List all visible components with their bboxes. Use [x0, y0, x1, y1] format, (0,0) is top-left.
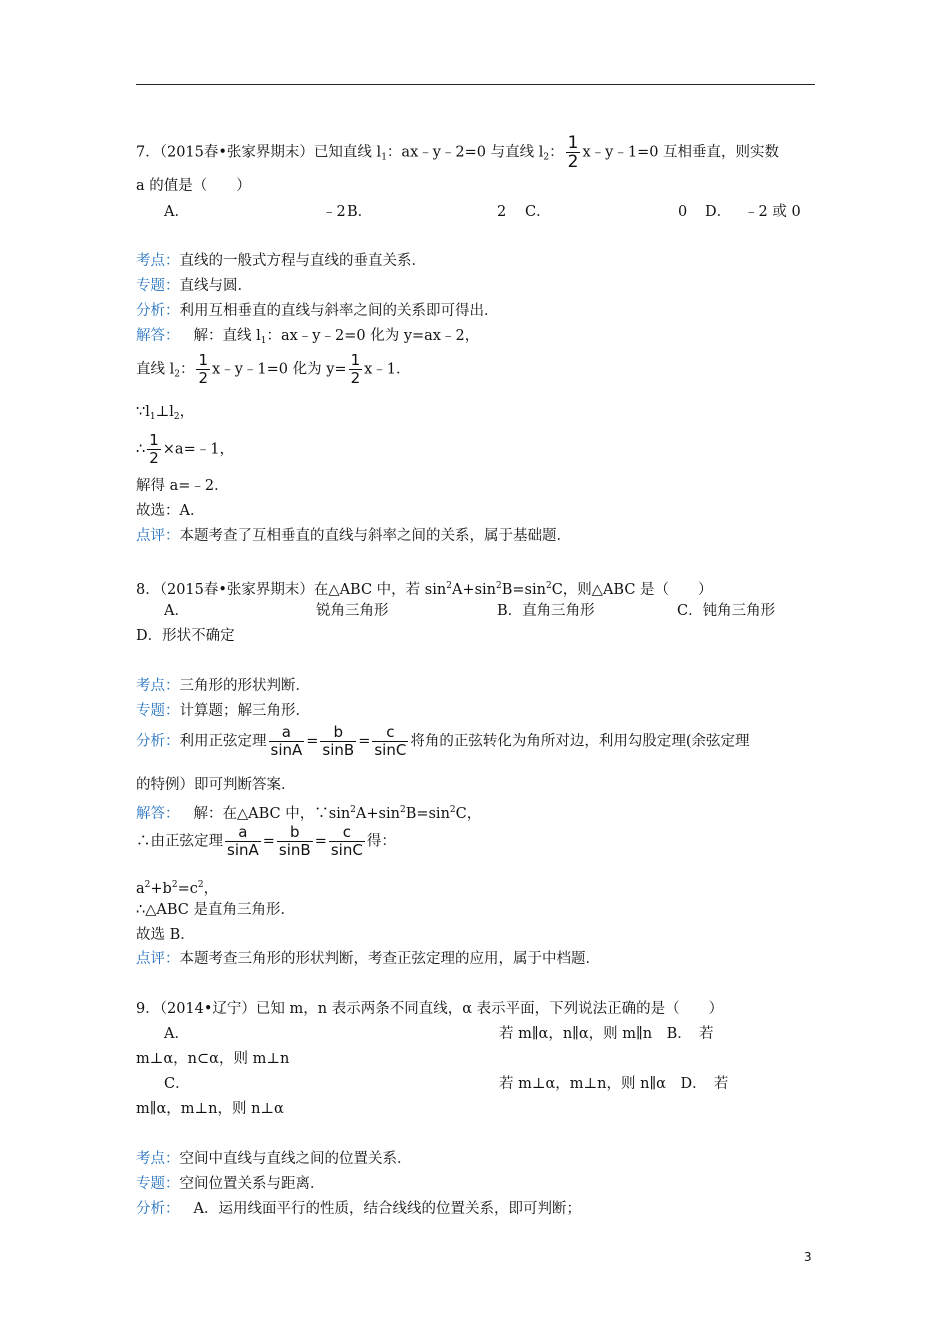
q7-dianping: 点评：本题考查了互相垂直的直线与斜率之间的关系，属于基础题． — [136, 528, 571, 544]
q7-jieda: 解答： 解：直线 $l_1$：ax﹣y﹣2=0 化为 y=ax﹣2， — [136, 328, 480, 346]
q7-zhuanti: 专题：直线与圆． — [136, 278, 252, 294]
q8-fenxi-fraction-a: $\frac{a}{\sin A}$ — [270, 723, 303, 759]
q7-jieda-line6: 故选：A． — [136, 503, 205, 519]
q8-jieda-line2: ∴由正弦定理 $\frac{a}{\sin A}$ = $\frac{b}{\sin B}$ = $\frac{c}{\sin C}$ 得： — [136, 823, 396, 859]
q8-zhuanti: 专题：计算题；解三角形． — [136, 703, 310, 719]
q7-option-d-value: ﹣2 或 0 — [744, 204, 801, 220]
q7-fraction-half: $\frac{1}{2}$ — [567, 133, 579, 172]
q9-option-d-text: m∥α，m⊥n，则 n⊥α — [136, 1101, 284, 1117]
q7-option-c-label: C． — [525, 204, 551, 220]
q8-jieda-fraction-c: $\frac{c}{\sin C}$ — [330, 823, 363, 859]
q9-stem: 9．（2014•辽宁）已知 m，n 表示两条不同直线，α 表示平面，下列说法正确的是（ ） — [136, 1001, 724, 1017]
q9-option-a-label: A． — [164, 1026, 189, 1042]
q7-stem: 7．（2015春•张家界期末）已知直线 $l_1$：ax﹣y﹣2=0 与直线 $l_2$： $\frac{1}{2}$ x﹣y﹣1=0 互相垂直，则实数 — [136, 133, 780, 172]
q7-jieda-fraction-3: $\frac{1}{2}$ — [149, 431, 159, 467]
q7-jieda-line3: $\because l_1\perp l_2$， — [136, 404, 195, 422]
q7-jieda-line5: 解得 a=﹣2． — [136, 478, 229, 494]
q8-jieda-line5: 故选 B． — [136, 927, 195, 943]
q9-option-a-text: 若 m∥α，n∥α，则 m∥n B． 若 — [499, 1026, 714, 1042]
q8-jieda-fraction-a: $\frac{a}{\sin A}$ — [227, 823, 259, 859]
q8-option-c: C．钝角三角形 — [677, 603, 776, 619]
q8-option-b: B．直角三角形 — [497, 603, 595, 619]
q8-fenxi-fraction-c: $\frac{c}{\sin C}$ — [374, 723, 407, 759]
q7-jieda-line2: 直线 $l_2$： $\frac{1}{2}$ x﹣y﹣1=0 化为 y= $\frac{1}{2}$ x﹣1． — [136, 351, 411, 387]
q8-option-a-value: 锐角三角形 — [316, 603, 389, 619]
q8-fenxi: 分析：利用正弦定理 $\frac{a}{\sin A}$ = $\frac{b}{\sin B}$ = $\frac{c}{\sin C}$ 将角的正弦转化为角所对边，利用勾股定理(余弦定理 — [136, 723, 750, 759]
q8-option-d: D．形状不确定 — [136, 628, 235, 644]
q8-option-a-label: A． — [164, 603, 189, 619]
q8-fenxi-fraction-b: $\frac{b}{\sin B}$ — [322, 723, 355, 759]
header-rule — [136, 84, 815, 85]
q9-option-b-text: m⊥α，n⊂α，则 m⊥n — [136, 1051, 290, 1067]
q8-stem: 8．（2015春•张家界期末）在△ABC 中，若 $\sin^2A+\sin^2B=\sin^2C$，则△ABC 是（ ） — [136, 581, 713, 598]
q7-option-a-value: ﹣2 — [322, 204, 346, 220]
q7-fenxi: 分析：利用互相垂直的直线与斜率之间的关系即可得出． — [136, 303, 499, 319]
q9-option-c-text: 若 m⊥α，m⊥n，则 n∥α D． 若 — [499, 1076, 729, 1092]
q7-kaodian: 考点：直线的一般式方程与直线的垂直关系． — [136, 253, 426, 269]
q7-option-d-label: D． — [705, 204, 732, 220]
q7-jieda-fraction-1: $\frac{1}{2}$ — [198, 351, 209, 387]
q9-fenxi: 分析： A．运用线面平行的性质，结合线线的位置关系，即可判断； — [136, 1201, 581, 1217]
q9-kaodian: 考点：空间中直线与直线之间的位置关系． — [136, 1151, 412, 1167]
q8-jieda-fraction-b: $\frac{b}{\sin B}$ — [278, 823, 311, 859]
q7-jieda-line4: ∴ $\frac{1}{2}$ ×a=﹣1， — [136, 431, 234, 467]
q8-fenxi-line2: 的特例）即可判断答案． — [136, 777, 296, 793]
q8-jieda-line4: ∴△ABC 是直角三角形． — [136, 902, 295, 918]
q8-dianping: 点评：本题考查三角形的形状判断，考查正弦定理的应用，属于中档题． — [136, 951, 600, 967]
q9-zhuanti: 专题：空间位置关系与距离． — [136, 1176, 325, 1192]
q9-option-c-label: C． — [164, 1076, 190, 1092]
q7-option-c-value: 0 — [678, 204, 688, 220]
q7-option-b-value: 2 — [497, 204, 507, 220]
q7-option-b-label: B． — [347, 204, 373, 220]
q7-option-a-label: A． — [164, 204, 189, 220]
q8-jieda-line3: $a^2+b^2=c^2$， — [136, 880, 219, 897]
q7-stem-line2: a 的值是（ ） — [136, 178, 251, 194]
q8-jieda: 解答： 解：在△ABC 中，$\because\sin^2A+\sin^2B=\sin^2C$， — [136, 805, 482, 822]
page-number: 3 — [804, 1250, 812, 1264]
q7-jieda-fraction-2: $\frac{1}{2}$ — [350, 351, 361, 387]
q8-kaodian: 考点：三角形的形状判断． — [136, 678, 310, 694]
